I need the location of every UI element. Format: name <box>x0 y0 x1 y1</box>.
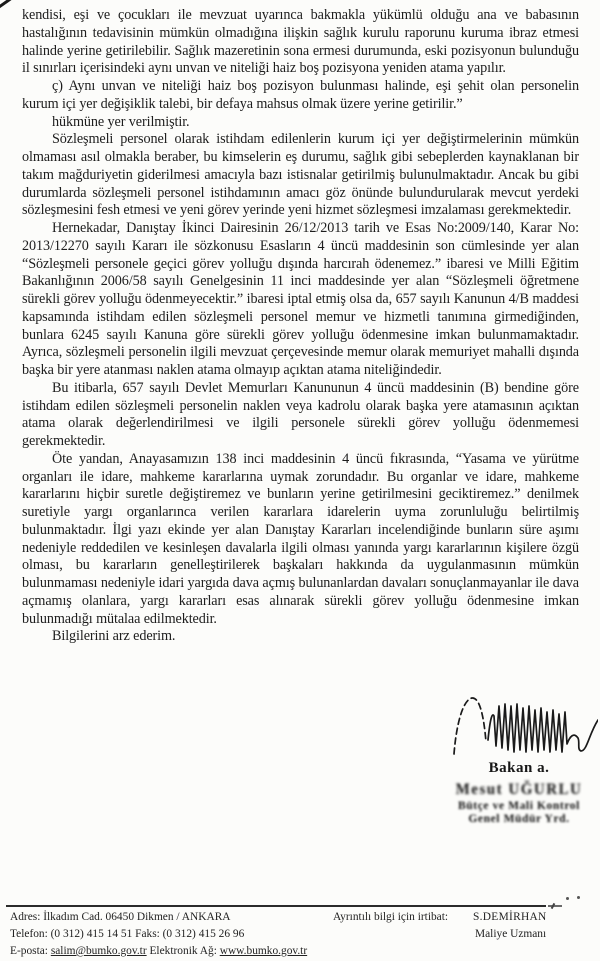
paragraph-8: Bilgilerini arz ederim. <box>52 628 176 645</box>
paragraph-1: kendisi, eşi ve çocukları ile mevzuat uyarınca bakmakla yükümlü olduğu ana ve babasının hastalığının tedavisinin mümkün olmadığına ilişkin sağlık kurulu raporunu kuruma ibraz etmesi halinde yerine getirilebilir. Sağlık mazeretinin sona ermesi durumunda, eski pozisyonun bulunduğu il sınırları içerisindeki aynı unvan ve niteliği haiz boş pozisyona yeniden atama yapılır. <box>22 7 579 77</box>
footer-address: Adres: İlkadım Cad. 06450 Dikmen / ANKARA <box>10 911 231 923</box>
stamp-name: Mesut UĞURLU <box>455 781 583 799</box>
paragraph-4: Sözleşmeli personel olarak istihdam edilenlerin kurum içi yer değiştirmelerinin mümkün olmaması asıl olmakla beraber, bu kimselerin eş durumu, sağlık gibi sebeplerden kaynaklanan bir takım mağduriyetin giderilmesi amacıyla bazı istisnalar getirilmiş bulunulmaktadır. Ancak bu gibi durumlarda sözleşmeli personel istihdamının amacı göz önünde bulundurularak mevcut yerdeki sözleşmesini fesh etmesi ve yeni görev yerinde yeni hizmet sözleşmesi imzalaması gerekmektedir. <box>22 131 579 219</box>
footer-phone-fax: Telefon: (0 312) 415 14 51 Faks: (0 312) 415 26 96 <box>10 928 245 940</box>
footer-web-link[interactable]: www.bumko.gov.tr <box>219 945 308 957</box>
footer-email-link[interactable]: salim@bumko.gov.tr <box>50 945 147 957</box>
footer-email-line <box>10 943 307 960</box>
document-body <box>22 7 579 646</box>
paragraph-7: Öte yandan, Anayasamızın 138 inci maddesinin 4 üncü fıkrasında, “Yasama ve yürütme organları ile idare, mahkeme kararlarına uymak zorundadır. Bu organlar ve idare, mahkeme kararlarını hiçbir suretle değiştiremez ve bunların yerine getirilmesini geciktiremez.” denilmek suretiyle yargı organlarınca verilen kararlara idarelerin uyma zorunluluğu belirtilmiş bulunmaktadır. İlgi yazı ekinde yer alan Danıştay Kararları incelendiğinde bunların süre aşımı nedeniyle reddedilen ve kesinleşen davalarla ilgili olması yanında yargı kararlarının kişilere özgü olması, bu kararların genelleştirilerek başkaları hakkında da uygulanmasının mümkün bulunmaması nedeniyle idari yargıda dava açmış bulunanlardan davaları sonuçlanmayanlar ile dava açmamış olanlara, yargı kararları esas alınarak sürekli görev yolluğu ödenmesine imkan bulunmadığı mütalaa edilmektedir. <box>22 450 579 627</box>
footer-contact-label: Ayrıntılı bilgi için irtibat: <box>333 911 449 923</box>
paragraph-3: hükmüne yer verilmiştir. <box>52 113 190 130</box>
footer-contact-title: Maliye Uzmanı <box>475 928 547 940</box>
stamp-org: Bütçe ve Mali Kontrol <box>458 800 580 812</box>
signature-squiggle <box>448 690 598 770</box>
paragraph-5: Hernekadar, Danıştay İkinci Dairesinin 26/12/2013 tarih ve Esas No:2009/140, Karar No: 2013/12270 sayılı Kararı ile sözkonusu Esasların 4 üncü maddesinin son cümlesinde yer alan “Sözleşmeli personele geçici görev yolluğu dışında harcırah ödenemez.” ibaresi ve Milli Eğitim Bakanlığının 2006/58 sayılı Genelgesinin 11 inci maddesinde yer alan “Sözleşmeli öğretmene sürekli görev yolluğu ödenmeyecektir.” ibaresi iptal etmiş olsa da, 657 sayılı Kanunun 4/B maddesi kapsamında istihdam edilen sözleşmeli personel memur ve hizmetli tanımına girmediğinden, bunlara 6245 sayılı Kanuna göre sürekli görev yolluğu ödenmesine imkan bulunmamaktadır. Ayrıca, sözleşmeli personelin ilgili mevzuat çerçevesinde memur olarak memuriyet mahalli dışında başka bir yere atanması naklen atama olmayıp açıktan atama niteliğindedir. <box>22 220 579 378</box>
footer-divider <box>6 905 546 907</box>
scan-artifact-corner <box>0 0 11 9</box>
footer-contact-name: S.DEMİRHAN <box>473 911 547 923</box>
signature-stamp <box>440 782 598 825</box>
footer-web-label: Elektronik Ağ: <box>146 945 220 957</box>
scan-artifact-dot <box>566 897 569 900</box>
scan-artifact-dot <box>577 896 580 899</box>
paragraph-6: Bu itibarla, 657 sayılı Devlet Memurları Kanununun 4 üncü maddesinin (B) bendine göre istihdam edilen sözleşmeli personelin naklen veya kadrolu olarak başka yere atamasının açıktan atama olarak değerlendirilmesi ve ilgili personele sürekli görev yolluğu ödenmemesi gerekmektedir. <box>22 379 579 449</box>
signer-title: Bakan a. <box>488 760 550 776</box>
paragraph-2: ç) Aynı unvan ve niteliği haiz boş pozisyon bulunması halinde, eşi şehit olan personelin kurum içi yer değişiklik talebi, bir defaya mahsus olmak üzere yerine getirilir.” <box>22 78 579 112</box>
footer-email-label: E-posta: <box>10 945 51 957</box>
stamp-title: Genel Müdür Yrd. <box>468 813 570 825</box>
